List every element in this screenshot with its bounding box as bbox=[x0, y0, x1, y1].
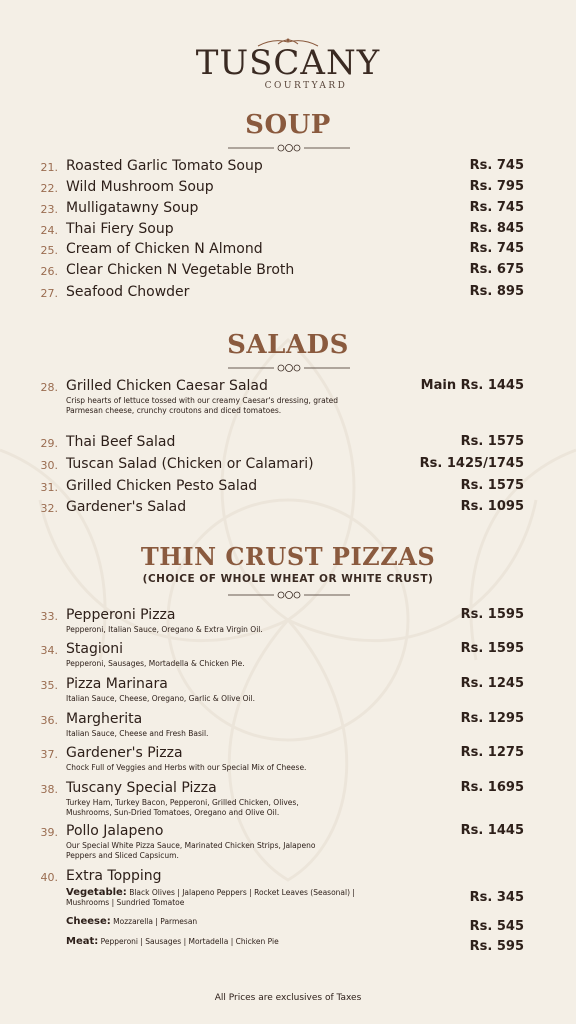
item-name: Thai Beef Salad bbox=[66, 434, 176, 450]
brand-name: TUSCANY bbox=[195, 43, 381, 83]
item-name: Extra Topping bbox=[66, 868, 162, 884]
item-number: 38. bbox=[40, 783, 58, 796]
item-number: 28. bbox=[40, 381, 58, 394]
topping-options: Black Olives | Jalapeno Peppers | Rocket Leaves (Seasonal) | Mushrooms | Sundried Tomatoe bbox=[66, 888, 355, 907]
item-description: Turkey Ham, Turkey Bacon, Pepperoni, Grilled Chicken, Olives, Mushrooms, Sun-Dried Tomatoes, Oregano and Olive Oil. bbox=[66, 798, 299, 817]
item-price: Main Rs. 1445 bbox=[420, 378, 524, 393]
item-number: 37. bbox=[40, 748, 58, 761]
section-subtitle-pizzas: (CHOICE OF WHOLE WHEAT OR WHITE CRUST) bbox=[142, 573, 434, 585]
item-number: 34. bbox=[40, 644, 58, 657]
item-name: Margherita bbox=[66, 711, 143, 727]
item-description: Pepperoni, Italian Sauce, Oregano & Extra Virgin Oil. bbox=[66, 625, 263, 634]
item-number: 33. bbox=[40, 610, 58, 623]
topping-label: Meat: bbox=[66, 936, 99, 947]
item-name: Gardener's Salad bbox=[66, 499, 187, 515]
item-description: Crisp hearts of lettuce tossed with our creamy Caesar's dressing, grated Parmesan cheese, crunchy croutons and diced tomatoes. bbox=[66, 396, 339, 415]
item-description: Chock Full of Veggies and Herbs with our Special Mix of Cheese. bbox=[66, 763, 307, 772]
item-number: 40. bbox=[40, 871, 58, 884]
item-name: Pizza Marinara bbox=[66, 676, 168, 692]
topping-price: Rs. 595 bbox=[469, 939, 524, 954]
item-price: Rs. 675 bbox=[469, 262, 524, 277]
item-number: 31. bbox=[40, 481, 58, 494]
topping-row bbox=[66, 917, 366, 927]
brand-logo bbox=[0, 36, 576, 91]
item-price: Rs. 1575 bbox=[460, 434, 524, 449]
item-number: 35. bbox=[40, 679, 58, 692]
topping-label: Cheese: bbox=[66, 916, 111, 927]
item-name: Grilled Chicken Pesto Salad bbox=[66, 478, 258, 494]
item-number: 27. bbox=[40, 287, 58, 300]
item-price: Rs. 1425/1745 bbox=[419, 456, 524, 471]
item-price: Rs. 745 bbox=[469, 200, 524, 215]
topping-price: Rs. 345 bbox=[469, 890, 524, 905]
item-number: 21. bbox=[40, 161, 58, 174]
item-name: Roasted Garlic Tomato Soup bbox=[66, 158, 263, 174]
topping-options: Pepperoni | Sausages | Mortadella | Chicken Pie bbox=[98, 937, 279, 946]
item-description: Italian Sauce, Cheese and Fresh Basil. bbox=[66, 729, 209, 738]
item-name: Pollo Jalapeno bbox=[66, 823, 164, 839]
item-name: Tuscany Special Pizza bbox=[66, 780, 217, 796]
item-price: Rs. 745 bbox=[469, 241, 524, 256]
item-name: Thai Fiery Soup bbox=[66, 221, 174, 237]
footer-note: All Prices are exclusives of Taxes bbox=[214, 993, 362, 1003]
item-price: Rs. 745 bbox=[469, 158, 524, 173]
divider-ornament-icon bbox=[228, 143, 350, 153]
section-title-salads: SALADS bbox=[227, 330, 349, 360]
item-number: 39. bbox=[40, 826, 58, 839]
item-description: Pepperoni, Sausages, Mortadella & Chicken Pie. bbox=[66, 659, 245, 668]
item-number: 24. bbox=[40, 224, 58, 237]
item-price: Rs. 1595 bbox=[460, 607, 524, 622]
divider-ornament-icon bbox=[228, 590, 350, 600]
item-price: Rs. 845 bbox=[469, 221, 524, 236]
item-price: Rs. 1445 bbox=[460, 823, 524, 838]
item-number: 25. bbox=[40, 244, 58, 257]
item-name: Tuscan Salad (Chicken or Calamari) bbox=[66, 456, 314, 472]
item-name: Grilled Chicken Caesar Salad bbox=[66, 378, 268, 394]
item-number: 32. bbox=[40, 502, 58, 515]
item-price: Rs. 1245 bbox=[460, 676, 524, 691]
item-price: Rs. 1595 bbox=[460, 641, 524, 656]
item-price: Rs. 1695 bbox=[460, 780, 524, 795]
section-title-pizzas: THIN CRUST PIZZAS bbox=[140, 542, 436, 571]
item-description: Italian Sauce, Cheese, Oregano, Garlic & Olive Oil. bbox=[66, 694, 256, 703]
item-price: Rs. 1575 bbox=[460, 478, 524, 493]
item-name: Wild Mushroom Soup bbox=[66, 179, 214, 195]
topping-label: Vegetable: bbox=[66, 887, 127, 898]
item-name: Mulligatawny Soup bbox=[66, 200, 199, 216]
item-name: Cream of Chicken N Almond bbox=[66, 241, 263, 257]
item-number: 30. bbox=[40, 459, 58, 472]
item-name: Stagioni bbox=[66, 641, 124, 657]
brand-subtitle: COURTYARD bbox=[264, 81, 348, 91]
item-name: Gardener's Pizza bbox=[66, 745, 183, 761]
item-name: Pepperoni Pizza bbox=[66, 607, 176, 623]
item-number: 29. bbox=[40, 437, 58, 450]
item-number: 36. bbox=[40, 714, 58, 727]
topping-row bbox=[66, 937, 366, 947]
topping-price: Rs. 545 bbox=[469, 919, 524, 934]
section-title-soup: SOUP bbox=[245, 110, 331, 140]
item-name: Seafood Chowder bbox=[66, 284, 190, 300]
item-price: Rs. 1295 bbox=[460, 711, 524, 726]
item-description: Our Special White Pizza Sauce, Marinated Chicken Strips, Jalapeno Peppers and Sliced Capsicum. bbox=[66, 841, 316, 860]
item-number: 22. bbox=[40, 182, 58, 195]
item-number: 26. bbox=[40, 265, 58, 278]
topping-options: Mozzarella | Parmesan bbox=[110, 917, 198, 926]
item-price: Rs. 895 bbox=[469, 284, 524, 299]
divider-ornament-icon bbox=[228, 363, 350, 373]
topping-row bbox=[66, 888, 366, 908]
item-price: Rs. 795 bbox=[469, 179, 524, 194]
item-name: Clear Chicken N Vegetable Broth bbox=[66, 262, 295, 278]
item-price: Rs. 1095 bbox=[460, 499, 524, 514]
item-price: Rs. 1275 bbox=[460, 745, 524, 760]
item-number: 23. bbox=[40, 203, 58, 216]
